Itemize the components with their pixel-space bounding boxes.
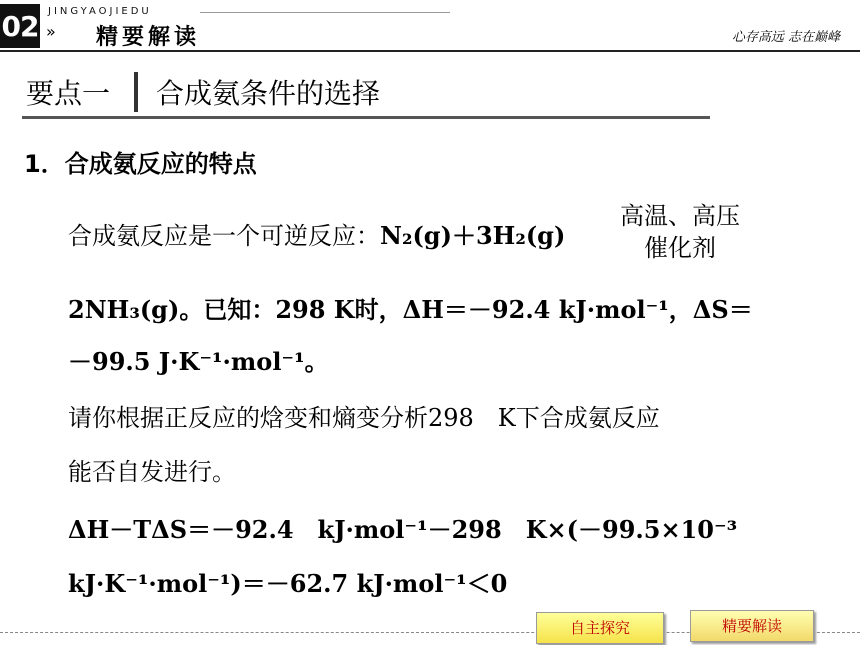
text-line-5: 能否自发进行。 <box>68 458 236 486</box>
text-line-6: ΔH－TΔS＝－92.4 kJ·mol⁻¹－298 K×(－99.5×10⁻³ <box>68 515 738 544</box>
point-label: 要点一 <box>26 77 111 110</box>
condition-top: 高温、高压 <box>620 202 740 230</box>
text-line-2: 2NH₃(g)。已知：298 K时，ΔH＝－92.4 kJ·mol⁻¹，ΔS＝ <box>68 295 753 324</box>
section-number-badge: 02 <box>0 4 40 48</box>
slide-header <box>0 0 860 52</box>
point-separator <box>134 72 138 112</box>
text-line-4: 请你根据正反应的焓变和熵变分析298 K下合成氨反应 <box>68 404 660 432</box>
header-motto: 心存高远 志在巅峰 <box>731 30 840 45</box>
section-title: 精要解读 <box>96 25 201 50</box>
header-pinyin: JINGYAOJIEDU <box>48 6 152 17</box>
text-line-1 <box>68 216 565 251</box>
header-divider <box>0 50 860 52</box>
text-line-3: －99.5 J·K⁻¹·mol⁻¹。 <box>68 347 329 376</box>
double-chevron-icon: » <box>46 22 56 41</box>
item-heading: 1．合成氨反应的特点 <box>24 150 257 178</box>
reaction-conditions <box>610 200 750 264</box>
point-underline <box>22 116 710 119</box>
point-title: 合成氨条件的选择 <box>156 77 381 110</box>
line1-text: 合成氨反应是一个可逆反应： <box>68 222 380 250</box>
text-line-7: kJ·K⁻¹·mol⁻¹)＝－62.7 kJ·mol⁻¹＜0 <box>68 569 508 598</box>
self-explore-button[interactable]: 自主探究 <box>536 612 664 644</box>
pinyin-underline <box>200 12 450 13</box>
point-heading <box>26 70 380 114</box>
reactants-formula: N₂(g)＋3H₂(g) <box>380 221 566 250</box>
key-interpretation-button[interactable]: 精要解读 <box>690 610 814 642</box>
condition-bottom: 催化剂 <box>644 234 716 262</box>
